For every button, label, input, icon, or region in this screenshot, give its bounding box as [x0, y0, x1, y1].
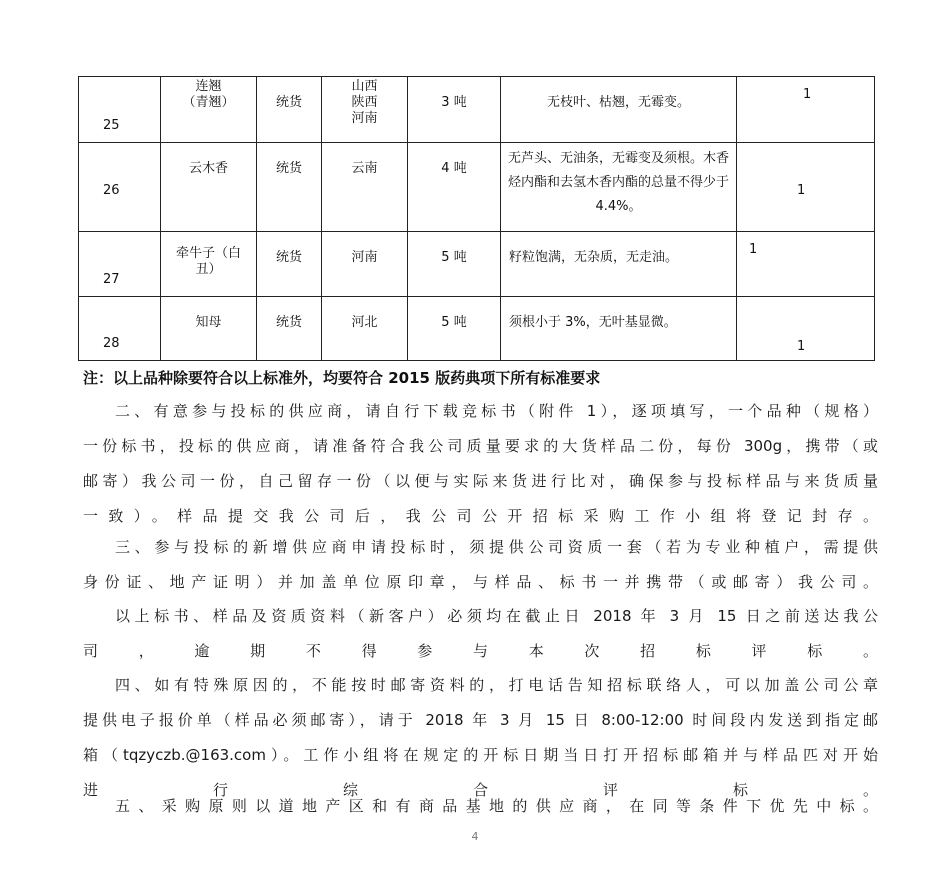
- quantity: 3 吨: [441, 95, 467, 110]
- herb-name-cell: [161, 232, 257, 297]
- paragraph-line: 提供电子报价单（样品必须邮寄），请于 2018 年 3 月 15 日 8:00-12:00 时间段内发送到指定邮: [83, 711, 878, 729]
- requirement-cell: [501, 77, 737, 143]
- paragraph-line: 箱（tqzyczb.@163.com）。工作小组将在规定的开标日期当日打开招标邮箱并与样品匹对开始: [83, 746, 878, 764]
- herb-name-line: 牵牛子（白: [175, 246, 241, 261]
- quantity: 5 吨: [441, 250, 467, 265]
- origin-line: 云南: [351, 161, 378, 176]
- herb-name-line: 云木香: [188, 161, 228, 176]
- grade-cell: [257, 77, 322, 143]
- grade: 统货: [275, 315, 302, 330]
- row-number: 26: [103, 183, 120, 198]
- row-number: 27: [103, 272, 120, 287]
- herb-name-line: 丑）: [195, 262, 222, 277]
- table-note: 注：以上品种除要符合以上标准外，均要符合 2015 版药典项下所有标准要求: [83, 369, 601, 387]
- sample-count: 1: [797, 339, 806, 354]
- herb-name-line: 知母: [195, 315, 222, 330]
- quantity-cell: [408, 297, 501, 361]
- paragraph-line: 四、如有特殊原因的，不能按时邮寄资料的，打电话告知招标联络人，可以加盖公司公章: [115, 676, 878, 694]
- sample-count: 1: [803, 87, 812, 102]
- requirement: 无枝叶、枯翘，无霉变。: [546, 95, 690, 110]
- quantity-cell: [408, 143, 501, 232]
- paragraph-line: 二、有意参与投标的供应商，请自行下载竞标书（附件 1），逐项填写，一个品种（规格）: [115, 402, 878, 420]
- row-number-cell: [79, 297, 161, 361]
- sample-cell: [737, 297, 875, 361]
- origin-line: 河北: [351, 315, 378, 330]
- grade: 统货: [275, 95, 302, 110]
- herb-name-cell: [161, 77, 257, 143]
- paragraph-line: 以上标书、样品及资质资料（新客户）必须均在截止日 2018 年 3 月 15 日之前送达我公: [115, 607, 878, 625]
- paragraph-line: 一份标书，投标的供应商，请准备符合我公司质量要求的大货样品二份，每份 300g，携带（或: [83, 437, 878, 455]
- sample-cell: [737, 143, 875, 232]
- page-number: 4: [471, 830, 479, 843]
- paragraph-line: 五、采购原则以道地产区和有商品基地的供应商，在同等条件下优先中标。: [115, 797, 878, 815]
- origin-line: 河南: [351, 250, 378, 265]
- quantity: 4 吨: [441, 161, 467, 176]
- herb-name-cell: [161, 297, 257, 361]
- sample-count: 1: [749, 242, 758, 257]
- paragraph-section-3: [83, 530, 878, 600]
- paragraph-line: 进行综合评标。: [83, 781, 878, 799]
- sample-cell: [737, 232, 875, 297]
- herb-name-line: （青翘）: [182, 95, 235, 110]
- paragraph-line: 邮寄）我公司一份，自己留存一份（以便与实际来货进行比对，确保参与投标样品与来货质量: [83, 472, 878, 490]
- table-row: [79, 77, 875, 143]
- origin-cell: [322, 297, 408, 361]
- paragraph-section-2: [83, 394, 878, 534]
- requirement-cell: [501, 297, 737, 361]
- origin-line: 陕西: [351, 95, 378, 110]
- quantity-cell: [408, 77, 501, 143]
- grade: 统货: [275, 161, 302, 176]
- table-row: [79, 143, 875, 232]
- origin-line: 山西: [351, 79, 378, 94]
- herb-name-line: 连翘: [195, 79, 222, 94]
- grade: 统货: [275, 250, 302, 265]
- requirement-cell: [501, 232, 737, 297]
- paragraph-section-5: [83, 789, 878, 824]
- origin-cell: [322, 77, 408, 143]
- row-number-cell: [79, 143, 161, 232]
- row-number: 28: [103, 336, 120, 351]
- quantity-cell: [408, 232, 501, 297]
- paragraph-line: 一致）。样品提交我公司后，我公司公开招标采购工作小组将登记封存。: [83, 507, 878, 525]
- table-row: [79, 297, 875, 361]
- paragraph-section-4: [83, 668, 878, 808]
- row-number-cell: [79, 77, 161, 143]
- paragraph-deadline: [83, 599, 878, 669]
- grade-cell: [257, 232, 322, 297]
- paragraph-line: 三、参与投标的新增供应商申请投标时，须提供公司资质一套（若为专业种植户，需提供: [115, 538, 878, 556]
- sample-cell: [737, 77, 875, 143]
- origin-cell: [322, 232, 408, 297]
- row-number-cell: [79, 232, 161, 297]
- herb-spec-table: [78, 76, 875, 361]
- grade-cell: [257, 297, 322, 361]
- origin-cell: [322, 143, 408, 232]
- paragraph-line: 身份证、地产证明）并加盖单位原印章，与样品、标书一并携带（或邮寄）我公司。: [83, 573, 878, 591]
- requirement: 籽粒饱满，无杂质，无走油。: [509, 250, 679, 265]
- grade-cell: [257, 143, 322, 232]
- origin-line: 河南: [351, 111, 378, 126]
- herb-name-cell: [161, 143, 257, 232]
- row-number: 25: [103, 118, 120, 133]
- requirement: 须根小于 3%，无叶基显微。: [509, 315, 677, 330]
- quantity: 5 吨: [441, 315, 467, 330]
- sample-count: 1: [797, 183, 806, 198]
- requirement: 无芦头、无油条，无霉变及须根。木香烃内酯和去氢木香内酯的总量不得少于 4.4%。: [507, 151, 729, 214]
- paragraph-line: 司，逾期不得参与本次招标评标。: [83, 642, 878, 660]
- table-row: [79, 232, 875, 297]
- requirement-cell: [501, 143, 737, 232]
